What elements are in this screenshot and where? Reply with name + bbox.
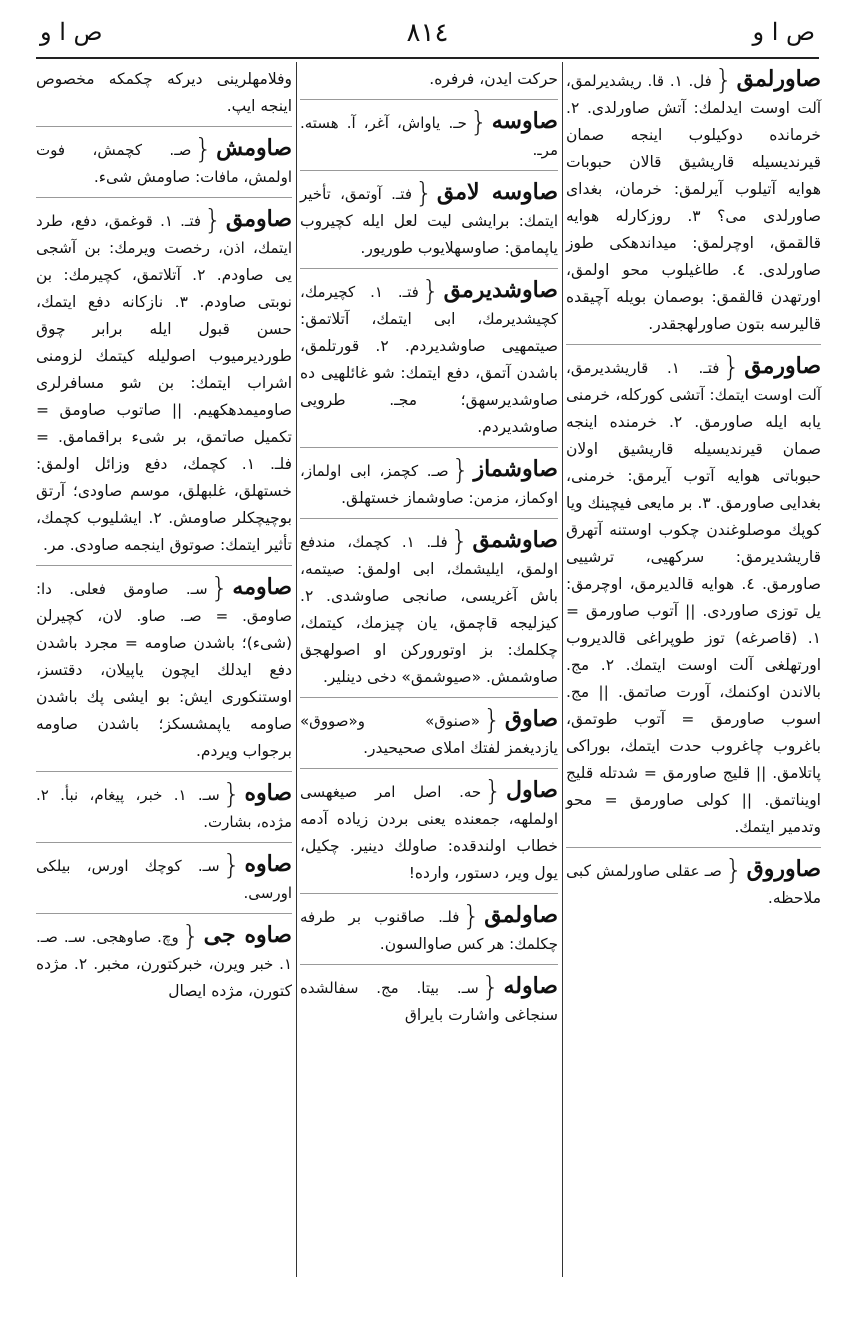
brace-glyph: { <box>484 774 502 807</box>
page-header <box>40 18 815 54</box>
dictionary-entry <box>300 105 558 171</box>
entry-headword: صاومق <box>225 206 292 232</box>
entry-headword: صاوسه <box>491 108 558 134</box>
entry-grammar-tag: صـ عقلی صاورلمش <box>590 862 722 880</box>
entry-headword: صاوشمق <box>472 527 558 553</box>
entry-grammar-tag: حـ. یاواش، آغر، آ. هسته. مرـ. <box>300 114 558 159</box>
dictionary-entry <box>36 777 293 843</box>
dictionary-entry <box>300 274 559 448</box>
entry-grammar-tag: سـ. ۱. خبر، پیغام، نبأ. ۲. مژده، بشارت. <box>36 786 292 831</box>
brace-glyph: { <box>722 350 741 383</box>
brace-glyph: { <box>222 777 241 810</box>
entry-definition: صاوالسون. <box>379 935 453 953</box>
entry-headword: صاورلمق <box>736 66 821 92</box>
entry-headword: صاوه <box>244 780 293 806</box>
brace-glyph: { <box>181 919 200 952</box>
entry-definition: سنجاغی واشارت بایراق <box>404 1006 558 1024</box>
entry-grammar-tag: فل. ۱. قا. ریشدیرلمق، آلت <box>566 72 821 117</box>
entry-definition: لان، كچیرلن (شیء)؛ باشدن صاومه = مجرد باشدن دفع ایدلك ایچون یاپیلان، دقتسز، اوستنكوری ایش: بو ایشی پك باشدن صاومه یاپمشسكز؛ باشدن صاومه برجواب ویردم. <box>36 607 292 760</box>
entry-definition: ابی ایتمك، آتلاتمق: صیتمهیی صاوشدیردم. ۲. قورتلمق، باشدن آتمق، دفع ایتمك: شو غائلهیی ده صاوشدیرسهق؛ مجـ. طرویی صاوشدیردم. <box>300 310 559 436</box>
dictionary-entry <box>36 848 292 914</box>
entry-definition: ویرن، خبركتورن، مخبر. ۲. مژده كتورن، مژده ایصال <box>36 955 292 1000</box>
header-right-letters: ص ا و <box>752 18 815 46</box>
column-divider <box>296 62 297 1277</box>
entry-definition: صاومش شیء. <box>93 168 191 186</box>
header-left-letters: ص ا و <box>40 18 103 46</box>
entry-grammar-tag: فتـ. ۱. قاریشدیرمق، آلت اوست ایتمك: <box>566 359 821 404</box>
entry-definition: رخصت ویرمك: بن آشجی یی صاودم. ۲. آتلاتمق، كچیرمك: بن نوبتی صاودم. ۳. نازكانه دفع ایتمك، حسن قبول ایله برابر چوق طوردیرمیوب اصولیله كیتمك لزومنی اشراب ایتمك: بن شو مسافرلری صاومیمدهكهیم. || صاتوب صاومق = تكمیل صاتمق، بر شیء براقمامق. = فلـ. ۱. كچمك، دفع وزائل اولمق: خستهلق، غلبهلق، موسم صاودی؛ آرتق بوچیچكلر صاومش. ۲. ایشلیوب كچمك، تأثیر ایتمك: صوتوق اینجمه صاودی. مر. <box>36 239 293 554</box>
entry-definition: یازدیغمز لفتك املای صحیحیدر. <box>363 739 558 757</box>
column-right <box>566 63 822 1277</box>
entry-definition: وفلامهلرینی دیركه چكمكه مخصوص اینجه ایپ. <box>36 70 292 115</box>
entry-grammar-tag: فتـ. ۱. كچیرمك، كچیشدیرمك، <box>300 283 559 328</box>
entry-headword: صاومه <box>232 574 292 600</box>
dictionary-entry <box>300 66 558 100</box>
dictionary-entry <box>300 970 558 1035</box>
entry-headword: صاوله <box>503 973 558 999</box>
dictionary-entry <box>36 919 292 1011</box>
entry-headword: صاوروق <box>746 856 821 882</box>
brace-glyph: { <box>194 132 213 165</box>
column-middle <box>300 66 558 1277</box>
entry-grammar-tag: سـ. صاومق فعلی. دا: صاومق. = صـ. صاو. <box>36 580 292 625</box>
dictionary-entry <box>300 703 558 769</box>
entry-definition: برایشی لیت لعل ایله كچیروب یاپمامق: صاوسهلایوب طوریور. <box>300 212 558 257</box>
entry-headword: صاوه جی <box>203 922 292 948</box>
dictionary-entry <box>36 66 292 127</box>
entry-headword: صاول <box>506 777 558 803</box>
dictionary-entry <box>36 132 292 198</box>
brace-glyph: { <box>481 970 500 1003</box>
entry-grammar-tag: «صنوق» و«صووق» <box>300 712 481 730</box>
brace-glyph: { <box>483 703 501 736</box>
entry-definition: حركت ایدن، فرفره. <box>429 70 558 88</box>
entry-grammar-tag: فلـ. ۱. كچمك، مندفع اولمق، ایلیشمك، <box>300 533 558 578</box>
entry-grammar-tag: فتـ. ۱. قوغمق، دفع، طرد ایتمك، اذن، <box>36 212 292 257</box>
entry-grammar-tag: سـ. بیتا. مج. سفالشده <box>300 979 479 997</box>
entry-headword: صاوسه لامق <box>436 179 559 205</box>
entry-headword: صاومش <box>216 135 292 161</box>
entry-grammar-tag: فتـ. آوتمق، تأخیر ایتمك: <box>300 185 558 230</box>
entry-headword: صاوشماز <box>473 456 558 482</box>
brace-glyph: { <box>421 274 440 307</box>
entry-definition: آتشی كوركله، خرمنی یابه ایله صاورمق. ۲. خرمنده اینجه صمان قیرندیسیله قاریشیق اولان حبوباتی هوایه آتوب آیرمق: خرمنی، بغدایی صاورمق. ۳. بر مایعی فیچینك ویا كوپك موصلوغندن چكوب اوستنه آتهرق قاریشدیرمق: سركهیی، ترشییی صاورمق. ٤. هوایه قالدیرمق، اوچرمق: یل توزی صاوردی. || آتوب صاورمق = ۱. (قاصرغه) توز طوپراغی قالدیروب اورتهلغی آلت اوست ایتمك. ۲. مج. بالاندن اوكنمك، آورت صاتمق. || مج. اسوب صاورمق = آتوب طوتمق، باغروب چاغروب حدت ایتمك، بوراكی پاتلامق. || قلیج صاورمق = شدتله قلیج اویناتمق. || كولی صاورمق = محو وتدمیر ایتمك. <box>566 386 822 836</box>
header-rule <box>36 57 819 59</box>
entry-headword: صاورمق <box>744 353 821 379</box>
dictionary-entry <box>300 453 558 519</box>
entry-grammar-tag: صـ. كچمز، ابی اولماز، اوكماز، مزمن: <box>300 462 558 507</box>
brace-glyph: { <box>415 176 433 209</box>
entry-headword: صاوق <box>504 706 558 732</box>
entry-grammar-tag: حه. اصل امر صیغهسی اولملهه، جمعنده یعنی <box>300 783 559 828</box>
entry-definition: بردن زیاده آدمه خطاب اولندقده: صاولك دینیر. چكیل، یول ویر، دستور، وارده! <box>300 810 558 882</box>
entry-definition: كبی ملاحظه. <box>566 862 821 907</box>
dictionary-entry <box>566 853 821 918</box>
entry-headword: صاولمق <box>484 902 558 928</box>
page-number: ٨١٤ <box>406 18 449 48</box>
brace-glyph: { <box>204 203 222 236</box>
dictionary-entry <box>300 176 559 269</box>
dictionary-entry <box>36 203 293 566</box>
dictionary-entry <box>300 899 558 965</box>
brace-glyph: { <box>714 63 733 96</box>
dictionary-entry <box>300 774 559 894</box>
column-divider <box>562 62 563 1277</box>
entry-definition: اوست ایدلمك: آتش صاورلدی. ۲. خرمانده دوكیلوب اینجه صمان قیرندیسیله قاریشیق قالان حبوبات هوایه آتیلوب آیرلمق: خرمان، بغدای صاورلدی می؟ ۳. روزكارله هوایه قالقمق، اوچرلمق: میداندهكی طوز صاورلدی. ٤. طاغیلوب محو اولمق، اورتهدن قالقمق: بوصمان بویله آچیقده قالیرسه بتون صاورلهجقدر. <box>566 99 821 333</box>
entry-grammar-tag: صـ. كچمش، فوت اولمش، مافات: <box>36 141 292 186</box>
entry-headword: صاوشدیرمق <box>443 277 558 303</box>
dictionary-entry <box>300 524 558 698</box>
brace-glyph: { <box>450 524 469 557</box>
entry-grammar-tag: فلـ. صاقنوب بر طرفه چكلمك: هر كس <box>300 908 558 953</box>
dictionary-entry <box>566 350 822 848</box>
entry-definition: ابی اولمق: صیتمه، باش آغریسی، صانجی صاوشدی. ۲. كیزلیجه قاچمق، یان چیزمك، كیتمك، چكلمك: بز اوتوروركن او اصولهجق صاوشمش. «صیوشمق» دخی دینلیر. <box>300 560 558 686</box>
brace-glyph: { <box>451 453 470 486</box>
brace-glyph: { <box>210 571 229 604</box>
entry-headword: صاوه <box>244 851 292 877</box>
column-left <box>36 66 292 1277</box>
brace-glyph: { <box>222 848 241 881</box>
dictionary-entry <box>36 571 292 772</box>
dictionary-entry <box>566 63 821 345</box>
entry-definition: صاوشماز خستهلق. <box>341 489 464 507</box>
entry-grammar-tag: وچ. صاوهجی. سـ. صـ. ۱. خبر <box>36 928 292 973</box>
brace-glyph: { <box>724 853 743 886</box>
brace-glyph: { <box>462 899 481 932</box>
entry-grammar-tag: سـ. كوچك اورس، بیلكی اورسی. <box>36 857 292 902</box>
brace-glyph: { <box>469 105 488 138</box>
